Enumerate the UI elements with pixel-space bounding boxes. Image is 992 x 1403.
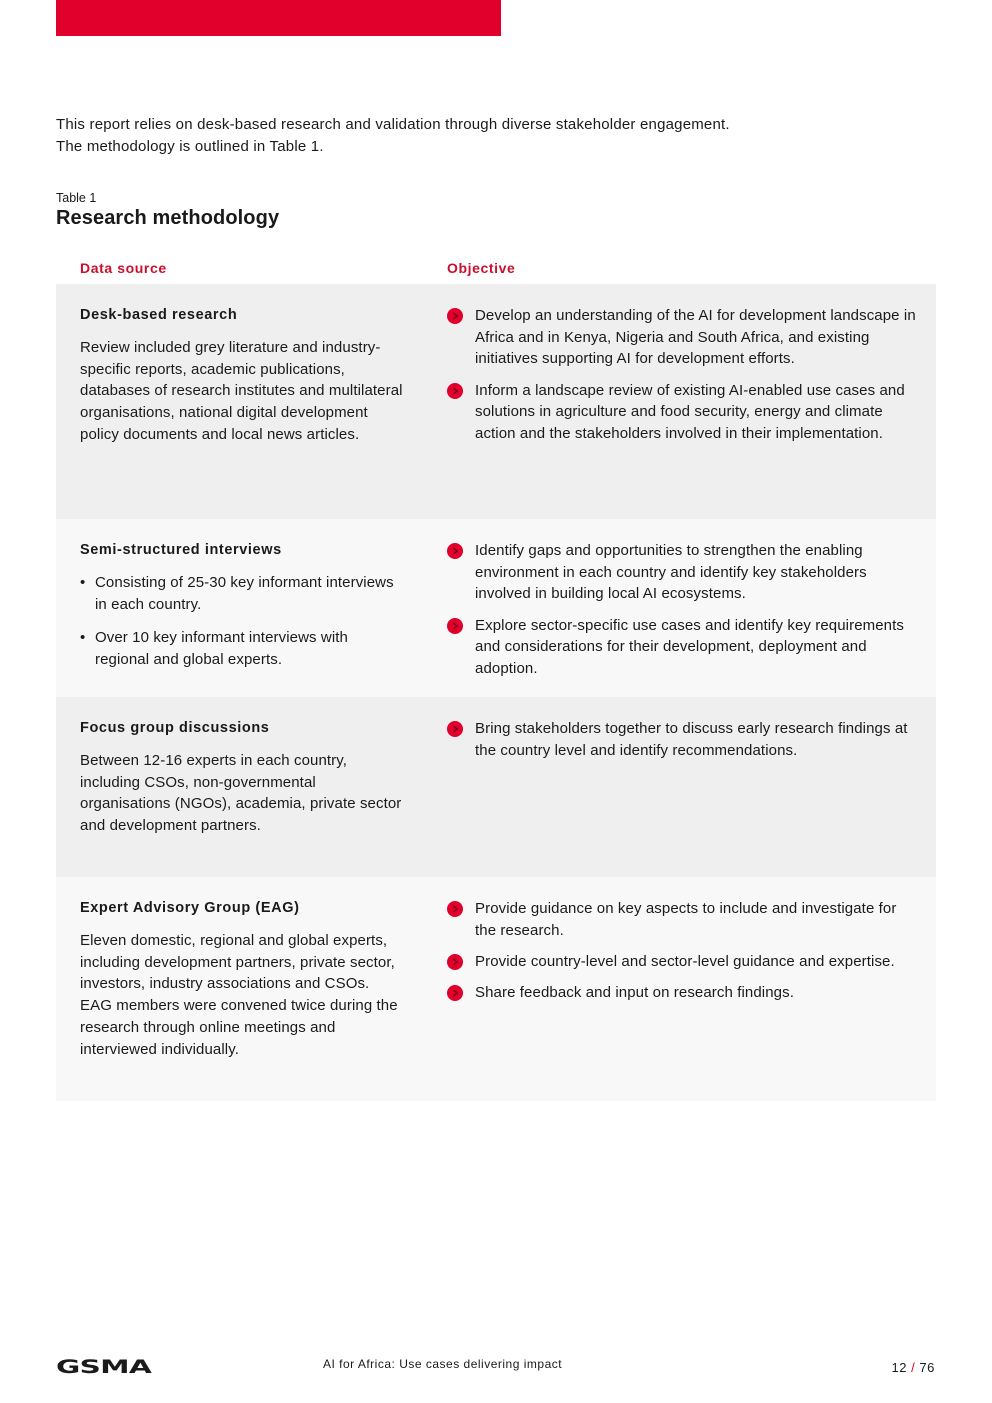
objective-text: Inform a landscape review of existing AI-enabled use cases and solutions in agriculture and food security, energy and climate action and the stakeholders involved in their implementation. — [475, 381, 905, 443]
intro-line-2: The methodology is outlined in Table 1. — [56, 138, 324, 155]
table-title: Research methodology — [56, 207, 280, 229]
objective-item — [447, 951, 917, 973]
objective-text: Share feedback and input on research findings. — [475, 984, 794, 1002]
objective-item — [447, 380, 917, 445]
source-description: Review included grey literature and industry-specific reports, academic publications, databases of research institutes and multilateral organisations, national digital development policy documents and local news articles. — [80, 339, 403, 443]
objective-item — [447, 982, 917, 1004]
column-header-data-source: Data source — [80, 260, 167, 276]
footer-document-title: AI for Africa: Use cases delivering impact — [323, 1357, 563, 1371]
objective-cell — [447, 718, 917, 771]
page-number — [891, 1360, 935, 1375]
page-separator: / — [911, 1360, 916, 1375]
objective-cell — [447, 898, 917, 1013]
source-point — [80, 627, 405, 670]
red-circle-play-icon — [447, 954, 463, 970]
table-row — [56, 519, 936, 697]
data-source-cell — [80, 898, 405, 1060]
objective-item — [447, 305, 917, 370]
intro-line-1: This report relies on desk-based research and validation through diverse stakeholder engagement. — [56, 116, 730, 133]
red-circle-play-icon — [447, 308, 463, 324]
red-circle-play-icon — [447, 543, 463, 559]
data-source-cell — [80, 305, 405, 446]
objective-text: Identify gaps and opportunities to strengthen the enabling environment in each country and identify key stakeholders involved in building local AI ecosystems. — [475, 542, 867, 603]
table-label: Table 1 — [56, 191, 97, 205]
page-total: 76 — [919, 1360, 935, 1375]
top-accent-bar — [56, 0, 501, 36]
intro-paragraph — [56, 114, 936, 158]
gsma-logo — [56, 1356, 152, 1376]
objective-item — [447, 718, 917, 761]
objective-text: Explore sector-specific use cases and identify key requirements and considerations for their development, deployment and adoption. — [475, 616, 904, 678]
source-title: Expert Advisory Group (EAG) — [80, 900, 300, 916]
table-row — [56, 877, 936, 1101]
gsma-logo-text: GSMA — [56, 1356, 152, 1376]
source-title: Semi-structured interviews — [80, 542, 282, 558]
source-title: Focus group discussions — [80, 720, 270, 736]
table-row — [56, 284, 936, 519]
red-circle-play-icon — [447, 383, 463, 399]
dot-bullet-icon: • — [80, 574, 86, 591]
objective-text: Bring stakeholders together to discuss early research findings at the country level and identify recommendations. — [475, 720, 908, 759]
source-point-text: Consisting of 25-30 key informant interviews in each country. — [95, 574, 394, 613]
objective-cell — [447, 540, 917, 689]
objective-item — [447, 615, 917, 680]
objective-text: Provide country-level and sector-level guidance and expertise. — [475, 952, 895, 970]
objective-item — [447, 540, 917, 605]
table-row — [56, 697, 936, 877]
source-point-text: Over 10 key informant interviews with regional and global experts. — [95, 629, 348, 669]
page-current: 12 — [891, 1360, 908, 1375]
objective-cell — [447, 305, 917, 454]
dot-bullet-icon: • — [80, 629, 86, 647]
objective-text: Provide guidance on key aspects to include and investigate for the research. — [475, 900, 897, 939]
data-source-cell — [80, 540, 405, 683]
data-source-cell — [80, 718, 405, 837]
objective-item — [447, 898, 917, 941]
source-description: Between 12-16 experts in each country, including CSOs, non-governmental organisations (NGOs), academia, private sector and development partners. — [80, 752, 402, 835]
source-description: Eleven domestic, regional and global experts, including development partners, private sector, investors, industry associations and CSOs. EAG members were convened twice during the research through online meetings and interviewed individually. — [80, 932, 398, 1058]
objective-text: Develop an understanding of the AI for development landscape in Africa and in Kenya, Nigeria and South Africa, and existing initiatives supporting AI for development efforts. — [475, 307, 916, 368]
red-circle-play-icon — [447, 985, 463, 1001]
red-circle-play-icon — [447, 901, 463, 917]
source-title: Desk-based research — [80, 307, 238, 323]
column-header-objective: Objective — [447, 260, 516, 276]
red-circle-play-icon — [447, 618, 463, 634]
red-circle-play-icon — [447, 721, 463, 737]
source-point — [80, 572, 405, 615]
